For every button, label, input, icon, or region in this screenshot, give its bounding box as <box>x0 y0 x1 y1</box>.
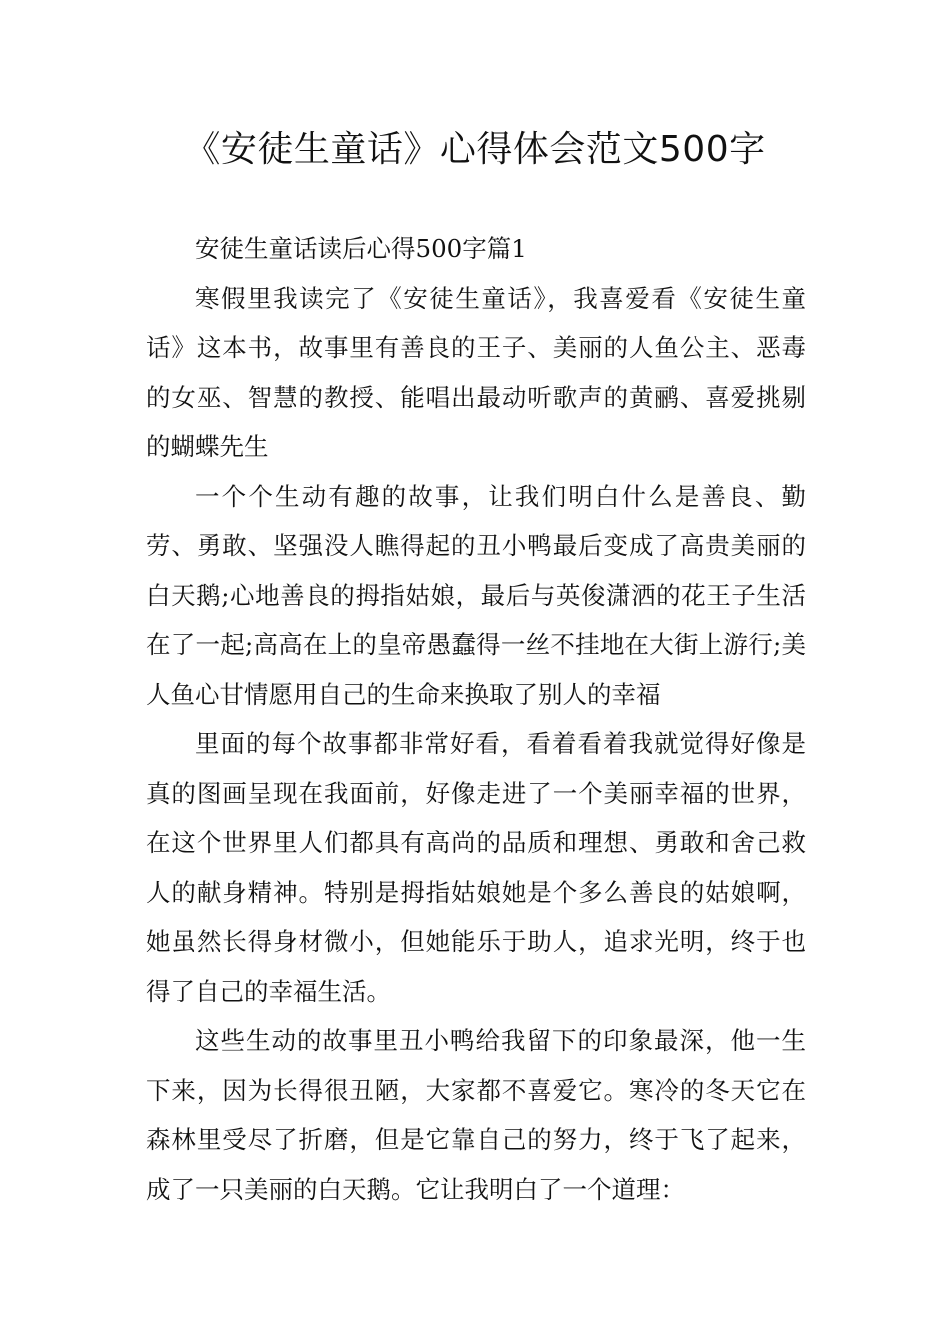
document-body <box>146 224 806 1214</box>
document-title: 《安徒生童话》心得体会范文500字 <box>184 129 766 170</box>
body-paragraph: 里面的每个故事都非常好看，看着看着我就觉得好像是真的图画呈现在我面前，好像走进了一个美丽幸福的世界，在这个世界里人们都具有高尚的品质和理想、勇敢和舍己救人的献身精神。特别是拇指姑娘她是个多么善良的姑娘啊，她虽然长得身材微小，但她能乐于助人，追求光明，终于也得了自己的幸福生活。 <box>146 729 806 1006</box>
section-heading: 安徒生童话读后心得500字篇1 <box>195 234 527 263</box>
body-paragraph: 寒假里我读完了《安徒生童话》，我喜爱看《安徒生童话》这本书，故事里有善良的王子、美丽的人鱼公主、恶毒的女巫、智慧的教授、能唱出最动听歌声的黄鹂、喜爱挑剔的蝴蝶先生 <box>146 283 806 461</box>
body-paragraph: 这些生动的故事里丑小鸭给我留下的印象最深，他一生下来，因为长得很丑陋，大家都不喜爱它。寒冷的冬天它在森林里受尽了折磨，但是它靠自己的努力，终于飞了起来，成了一只美丽的白天鹅。它让我明白了一个道理： <box>146 1026 806 1204</box>
body-paragraph: 一个个生动有趣的故事，让我们明白什么是善良、勤劳、勇敢、坚强没人瞧得起的丑小鸭最后变成了高贵美丽的白天鹅;心地善良的拇指姑娘，最后与英俊潇洒的花王子生活在了一起;高高在上的皇帝愚蠢得一丝不挂地在大街上游行;美人鱼心甘情愿用自己的生命来换取了别人的幸福 <box>146 481 806 709</box>
